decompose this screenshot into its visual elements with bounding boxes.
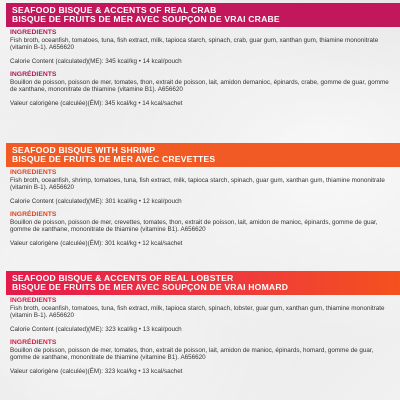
lobster-calorie-fr: Valeur calorigène (calculée)(ÉM): 323 kcal/kg • 13 kcal/sachet [10, 367, 183, 375]
lobster-title-banner [6, 271, 400, 295]
crab-calorie-en: Calorie Content (calculated)(ME): 345 kcal/kg • 14 kcal/pouch [10, 58, 182, 65]
lobster-ingredients-heading-fr: INGRÉDIENTS [10, 338, 57, 346]
shrimp-body [0, 167, 400, 248]
lobster-calorie-en: Calorie Content (calculated)(ME): 323 kcal/kg • 13 kcal/pouch [10, 326, 182, 333]
crab-title-fr: BISQUE DE FRUITS DE MER AVEC SOUPÇON DE VRAI CRABE [12, 14, 280, 25]
shrimp-ingredients-heading: INGREDIENTS [10, 168, 57, 176]
crab-ingredients-heading-fr: INGRÉDIENTS [10, 70, 57, 78]
crab-ingredients-heading: INGREDIENTS [10, 28, 57, 36]
crab-title-banner [6, 3, 400, 27]
crab-calorie-fr: Valeur calorigène (calculée)(ÉM): 345 kcal/kg • 14 kcal/sachet [10, 99, 183, 107]
lobster-title-en: SEAFOOD BISQUE & ACCENTS OF REAL LOBSTER [12, 273, 234, 283]
shrimp-ingredients-text-fr: Bouillon de poisson, poisson de mer, crevettes, tomates, thon, extrait de poisson, lait, amidon de manioc, épinards, gomme de guar, gomme de xanthane, mononitrate de thiamine (vitamine B1). A656620 [10, 218, 378, 234]
crab-ingredients-text-fr: Bouillon de poisson, poisson de mer, tomates, thon, extrait de poisson, lait, amidon demanioc, épinards, crabe, gomme de guar, gomme de xanthane, mononitrate de thiamine (vitamine B1). A656620 [10, 78, 389, 94]
lobster-ingredients-text-fr: Bouillon de poisson, poisson de mer, tomates, thon, extrait de poisson, lait, amidon de manioc, épinards, homard, gomme de guar, gomme de xanthane, mononitrate de thiamine (vitamine B1). A656620 [10, 346, 374, 362]
lobster-section [0, 271, 400, 375]
lobster-ingredients-text: Fish broth, oceanfish, tomatoes, tuna, fish extract, milk, tapioca starch, spinach, lobster, guar gum, xanthan gum, thiamine mononitrate (vitamin B-1). A656620 [10, 304, 385, 320]
crab-body [0, 27, 400, 108]
crab-ingredients-text: Fish broth, oceanfish, tomatoes, tuna, fish extract, milk, tapioca starch, spinach, crab, guar gum, xanthan gum, thiamine mononitrate (vitamin B-1). A656620 [10, 36, 379, 52]
shrimp-title-en: SEAFOOD BISQUE WITH SHRIMP [12, 145, 156, 155]
lobster-ingredients-heading: INGREDIENTS [10, 296, 57, 304]
lobster-title-fr: BISQUE DE FRUITS DE MER AVEC SOUPÇON DE VRAI HOMARD [12, 282, 289, 293]
shrimp-ingredients-heading-fr: INGRÉDIENTS [10, 210, 57, 218]
shrimp-section [0, 143, 400, 247]
shrimp-calorie-en: Calorie Content (calculated)(ME): 301 kcal/kg • 12 kcal/pouch [10, 198, 182, 205]
lobster-body [0, 295, 400, 376]
shrimp-title-fr: BISQUE DE FRUITS DE MER AVEC CREVETTES [12, 154, 216, 165]
shrimp-title-banner [6, 143, 400, 167]
crab-title-en: SEAFOOD BISQUE & ACCENTS OF REAL CRAB [12, 5, 217, 15]
shrimp-calorie-fr: Valeur calorigène (calculée)(ÉM): 301 kcal/kg • 12 kcal/sachet [10, 239, 183, 247]
crab-section [0, 3, 400, 107]
shrimp-ingredients-text: Fish broth, oceanfish, shrimp, tomatoes, tuna, fish extract, milk, tapioca starch, spinach, guar gum, xanthan gum, thiamine mononitrate (vitamin B-1). A656620 [10, 176, 385, 192]
